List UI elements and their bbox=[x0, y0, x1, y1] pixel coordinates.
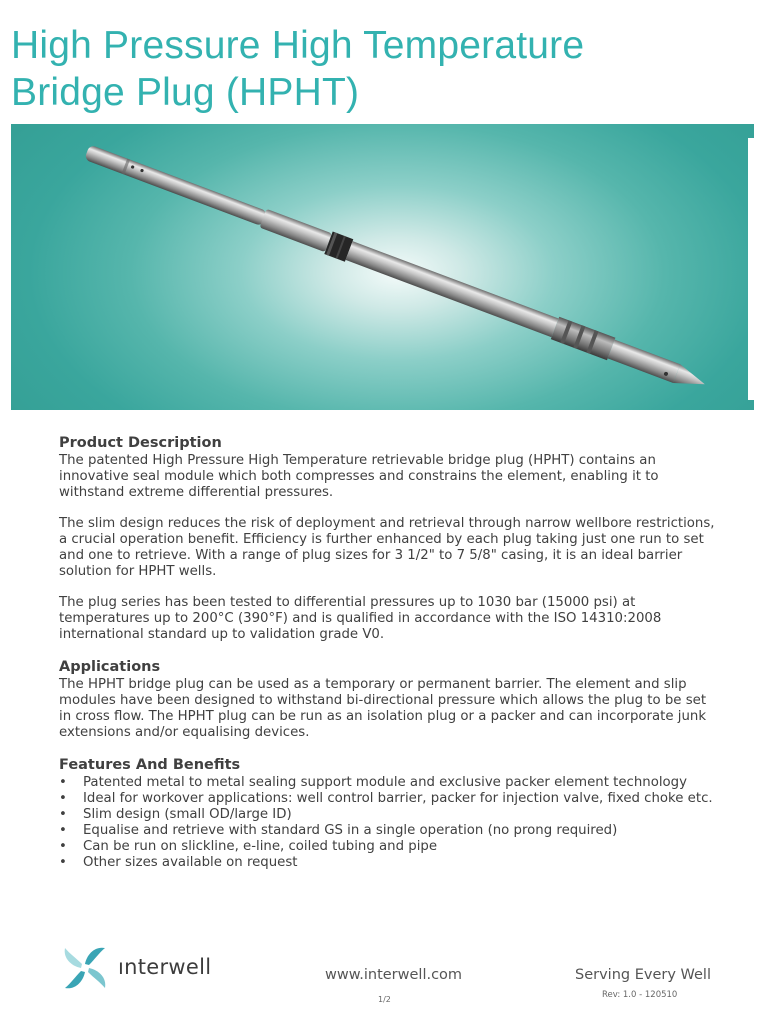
feature-item: • Other sizes available on request bbox=[59, 855, 719, 871]
interwell-logo-icon bbox=[57, 940, 113, 996]
product-photo-banner bbox=[11, 124, 754, 410]
feature-item: • Slim design (small OD/large ID) bbox=[59, 807, 719, 823]
applications-heading: Applications bbox=[59, 659, 161, 675]
page-title-line-1: High Pressure High Temperature bbox=[11, 24, 585, 67]
upper-mandrel bbox=[84, 145, 267, 227]
page-title-line-2: Bridge Plug (HPHT) bbox=[11, 71, 360, 114]
features-section bbox=[59, 755, 719, 871]
tagline: Serving Every Well bbox=[575, 967, 711, 983]
page-title bbox=[11, 22, 584, 116]
product-description-section bbox=[59, 433, 719, 643]
features-heading: Features And Benefits bbox=[59, 757, 241, 773]
website-link[interactable]: www.interwell.com bbox=[325, 967, 463, 983]
feature-item: • Can be run on slickline, e-line, coiled tubing and pipe bbox=[59, 839, 719, 855]
bottom-sub bbox=[608, 340, 681, 383]
seal-housing bbox=[259, 209, 332, 252]
page-number: 1/2 bbox=[378, 995, 391, 1004]
logo-wordmark: ınterwell bbox=[118, 955, 212, 979]
slip-module bbox=[551, 317, 616, 361]
revision-label: Rev: 1.0 - 120510 bbox=[602, 990, 678, 1000]
photo-frame-edge bbox=[748, 138, 754, 400]
product-description-paragraph: The slim design reduces the risk of deployment and retrieval through narrow wellbore restrictions, a crucial operation benefit. Efficiency is further enhanced by each plug taking just one run to set and one to retrieve. With a range of plug sizes for 3 1/2" to 7 5/8" casing, it is an ideal barrier solution for HPHT wells. bbox=[59, 516, 715, 579]
bridge-plug-illustration bbox=[11, 124, 754, 410]
main-content bbox=[59, 433, 719, 885]
plug-tool bbox=[83, 141, 709, 396]
lower-mandrel bbox=[346, 241, 559, 337]
features-list bbox=[59, 775, 719, 871]
applications-section bbox=[59, 657, 719, 741]
feature-item: • Ideal for workover applications: well control barrier, packer for injection valve, fixed choke etc. bbox=[59, 791, 719, 807]
feature-item: • Patented metal to metal sealing support module and exclusive packer element technology bbox=[59, 775, 719, 791]
product-description-paragraph: The patented High Pressure High Temperature retrievable bridge plug (HPHT) contains an innovative seal module which both compresses and constrains the element, enabling it to withstand extreme differential pressures. bbox=[59, 453, 659, 500]
product-description-heading: Product Description bbox=[59, 435, 222, 451]
feature-item: • Equalise and retrieve with standard GS in a single operation (no prong required) bbox=[59, 823, 719, 839]
applications-paragraph: The HPHT bridge plug can be used as a temporary or permanent barrier. The element and slip modules have been designed to withstand bi-directional pressure which allows the plug to be set in cross flow. The HPHT plug can be run as an isolation plug or a packer and can incorporate junk extensions and/or equalising devices. bbox=[59, 677, 707, 740]
interwell-logo bbox=[57, 940, 227, 996]
product-description-paragraph: The plug series has been tested to differential pressures up to 1030 bar (15000 psi) at temperatures up to 200°C (390°F) and is qualified in accordance with the ISO 14310:2008 international standard up to validation grade V0. bbox=[59, 595, 662, 642]
